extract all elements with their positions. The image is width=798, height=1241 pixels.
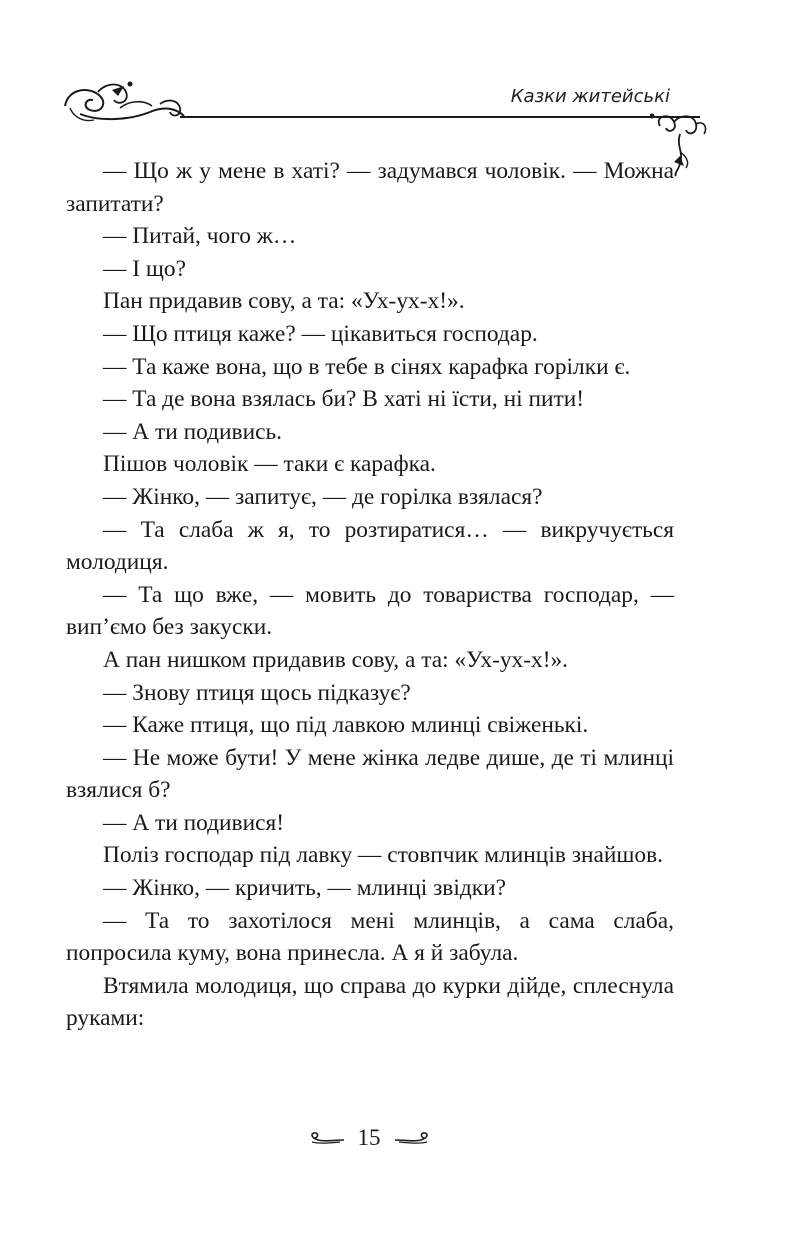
swirl-left-icon (306, 1131, 346, 1145)
paragraph: — А ти подивися! (103, 809, 285, 836)
body-text (66, 155, 674, 1035)
paragraph: — Жінко, — кричить, — млинці звідки? (103, 875, 507, 902)
paragraph: — Питай, чого ж… (103, 223, 297, 250)
paragraph: — Знову птиця щось підказує? (103, 679, 411, 706)
page-number: 15 (357, 1125, 381, 1150)
paragraph: — Не може бути! У мене жінка ледве дише, де ті млинці взялися б? (66, 744, 674, 804)
running-header-title: Казки житейські (510, 86, 670, 107)
floral-swirl-icon (60, 78, 190, 128)
paragraph: Пан придавив сову, а та: «Ух-ух-х!». (103, 288, 465, 315)
page-footer (0, 1125, 738, 1157)
paragraph: А пан нишком придавив сову, а та: «Ух-ух-х!». (103, 646, 569, 673)
paragraph: — Жінко, — запитує, — де горілка взялася? (103, 483, 543, 510)
paragraph: — Та що вже, — мовить до товариства господар, — вип’ємо без закуски. (66, 581, 674, 641)
paragraph: — Та де вона взялась би? В хаті ні їсти, ні пити! (103, 386, 585, 413)
paragraph: — Та слаба ж я, то розтиратися… — викручується молодиця. (66, 516, 674, 576)
paragraph: — Каже птиця, що під лавкою млинці свіженькі. (103, 712, 589, 739)
paragraph: — Та то захотілося мені млинців, а сама слаба, попросила куму, вона принесла. А я й забула. (66, 907, 674, 967)
paragraph: — А ти подивись. (103, 418, 282, 445)
paragraph: — Та каже вона, що в тебе в сінях карафка горілки є. (103, 353, 631, 380)
paragraph: Пішов чоловік — таки є карафка. (103, 451, 436, 478)
paragraph: Поліз господар під лавку — стовпчик млинців знайшов. (103, 842, 663, 869)
paragraph: — І що? (103, 255, 186, 282)
header-rule (180, 116, 700, 118)
paragraph: Втямила молодиця, що справа до курки дійде, сплеснула руками: (66, 972, 674, 1032)
swirl-right-icon (393, 1131, 433, 1145)
paragraph: — Що птиця каже? — цікавиться господар. (103, 320, 538, 347)
paragraph: — Що ж у мене в хаті? — задумався чоловік. — Можна запитати? (66, 158, 674, 217)
